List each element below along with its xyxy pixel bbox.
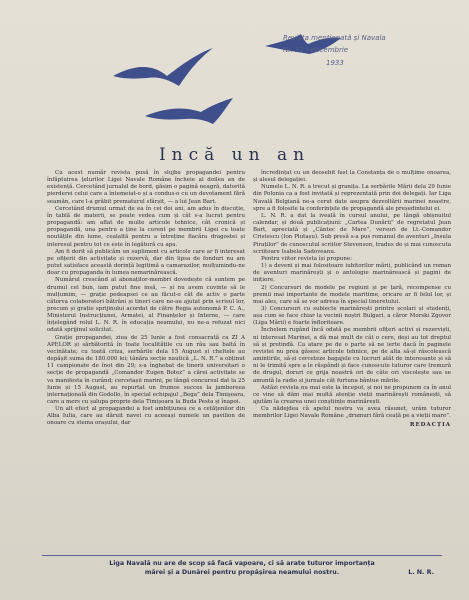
paragraph: Un alt efect al propagandei a fost ambițiunea ce a cetățenilor din Alba Iulia, care au dăruit navei cu aceeași numele un pavilion de onoare cu stema orașului, dar: [47, 406, 245, 427]
paragraph: Cu acest număr revista pusă în slujba propagandei pentru înfăptuirea țelurilor Ligei Navale Române încheie al doilea an de existență. Cercetând jurnalul de bord, găsim o pagină neagră, datorită pierderei celui care a întemeiat-o și a condus-o cu un devotament fără seamăn, care l-a grăbit prematurul sfârșit, — a lui Jean Bart.: [47, 170, 245, 205]
footer-signature: L. N. R.: [408, 569, 434, 576]
seagull-bottom: [145, 98, 233, 124]
paragraph: Cu nădejdea că apelul nostru va avea răsunet, urăm tuturor membrilor Ligei Navale Române „drumuri fără ceață pe a vieții mare”.: [253, 406, 451, 420]
footer-line-2: mărei și a Dunărei pentru propășirea neamului nostru.: [144, 569, 340, 576]
article-right-column: [253, 170, 451, 430]
paragraph: Am fi dorit să publicăm un supliment cu articole care ar fi interesat pe ofițerii din activitate și rezervă, dar din lipsa de fonduri nu am putut satisface această dorință legitimă a camarazilor, mulțumindu-ne doar cu propaganda în lumea nemarinărească.: [47, 248, 245, 277]
paragraph: Numărul crescând al abonaților-membri dovedește că suntem pe drumul cel bun, iam putut fine insă, — și nu avem cuvinte să le mulțumim, — grație pedeapsei ce au făcut-o cât de activ o parte câtorva colaboratori bătrâni și tineri care ne-au ajutat prin scrisul lor, precum și grație sprijinului acordat de către Regia autonomă P. C. A., Ministerul Instrucțiunei, Armatei, al Finanțelor și Interne, — care înțelegând rolul L. N. R. în educația neamului, nu ne-a refuzat nici odată sprijinul solicitat.: [47, 277, 245, 334]
article-signature: REDACȚIA: [409, 422, 451, 429]
paragraph: 2) Concursuri de modele pe regiuni și pe țară, recompense cu premii mai importante de modele maritime, oricare ar fi felul lor, și mai ales, care să se vor adresa în special tineretului.: [253, 284, 451, 305]
seagull-large-left: [113, 48, 213, 86]
article-left-column: [47, 170, 245, 428]
paragraph: Închelem rugând încă odată pe membrii ofițeri activi și rezerviști, ni interesat Marinei, a dă mai mult de cât o cere, deși au tot dreptul să și pretindă. Ca atare pe de o parte să ne ierte dacă în paginele revistei nu prea găsesc articole tehnice, pe de alta să-și răscolească amintirile, să-și cerceteze bagajele cu lucruri atât de interesante și să ni le trimită spre a le răspândi și face cunoscute tuturor care tremură de drugul, doruri ce grija noastră ori de câte ori viscolește sau se amuntă la radio și jurnale cât furtuna bântue mările.: [253, 327, 451, 384]
footer-motto: [42, 555, 442, 577]
handwritten-note-line-3: 1933: [326, 59, 344, 67]
footer-line-1: Liga Navală nu are de scop să facă vapoare, ci să arate tuturor importanța: [109, 560, 375, 567]
paragraph: Grație propagandei, ziua de 25 Iunie a fost consacrată ca ZI A APELOR și sărbătorită în toate localitățile cu un râu sau baltă în vecinătate; cu toată criza, serbările dela 15 August și cheltele au depășit suma de 180.000 lei; tânăra secție nautică „L. N. R.” a obținut 11 campionate de înot din 29; s-a înghebat de tinerii universitari o secție de propagandă „Comandor Eugen Botez” a cărei activitate se va manifesta în curând; cercetașii marini, pe lângă concursul dat la 25 Iunie și 15 August, au repurtat un frumos succes la jamboreea internațională din Godollo, în special echipajul „Bega” dela Timișoara, care a mers cu șalupa proprie dela Timișoara la Buda Pesta și înapoi.: [47, 334, 245, 405]
paragraph: Cercetând drumul urmat de ea în cei doi ani, am adus în discuție, în tablă de materii, se poate vedea cum și cât s-a lucrat pentru propagandă: am aflat de multe articole tehnice, cât cronică și propagandă, una pentru a ține la curent pe membrii Ligei cu toate noutățile din lume, cealaltă pentru a întreține flacăra dragostei și interesul pentru tot ce este în legătură cu apa.: [47, 205, 245, 248]
article-title: Incă un an: [158, 145, 311, 165]
paragraph: 1) a deveni și mai folositoare iubitorilor mării, publicând un roman de aventuri marinărești și o antologie marinărească și pagini de inițiere.: [253, 263, 451, 284]
handwritten-note-line-2: Nr. 12 - decembrie: [283, 46, 349, 54]
handwritten-note-line-1: Revista menționată și Navala: [283, 34, 386, 42]
paragraph: L. N. R. a dat la iveală în cursul anului, pe lângă obișnuitul calendar, și două publicațiuni: „Cartea Dunării” de regretatul Jean Bart, apreciată și „Cântec de Mare”, versuri de Lt.-Comandor Cristescu (Ion Plutașu). Sub presă s-a pus romanul de aventuri „Insula Piraților” de cunoscutul scriitor Stevenson, tradus de și mai cunoscuta scriitoare Isabela Sadoveanu.: [253, 212, 451, 255]
paragraph: 3) Concursuri cu subiecte marinărești printre școlari și studenți, așa cum se face chiar la vecinii noștri Bulgari, a căror Morski Zgovor (Liga Mării) e foarte înfloritoare.: [253, 305, 451, 327]
paragraph: Pentru viitor revista își propune:: [261, 255, 352, 262]
paragraph: încredințat cu un deosebit fast la Constanța de o mulțime onoarea, și alesul delegației.: [253, 170, 451, 184]
paragraph: Astăzi revista nu mai este la început, și noi ne propunem ca în anul ce vine să dăm mai multă atenție vieții marinărești românești, să ajutăm la crearea unei conștiințe marinărești.: [253, 384, 451, 405]
paragraph: Numele L. N. R. a trecut și granița. La serbările Mării dela 29 Iunie din Polonia ca a fost invitată și reprezentată prin doi delegați. Iar Liga Navală Belgiană ne-a cerut date asupra dezvoltării marinei noastre, spre a fi folosite la conferințele de propagandă ale președintelui ei.: [253, 184, 451, 212]
